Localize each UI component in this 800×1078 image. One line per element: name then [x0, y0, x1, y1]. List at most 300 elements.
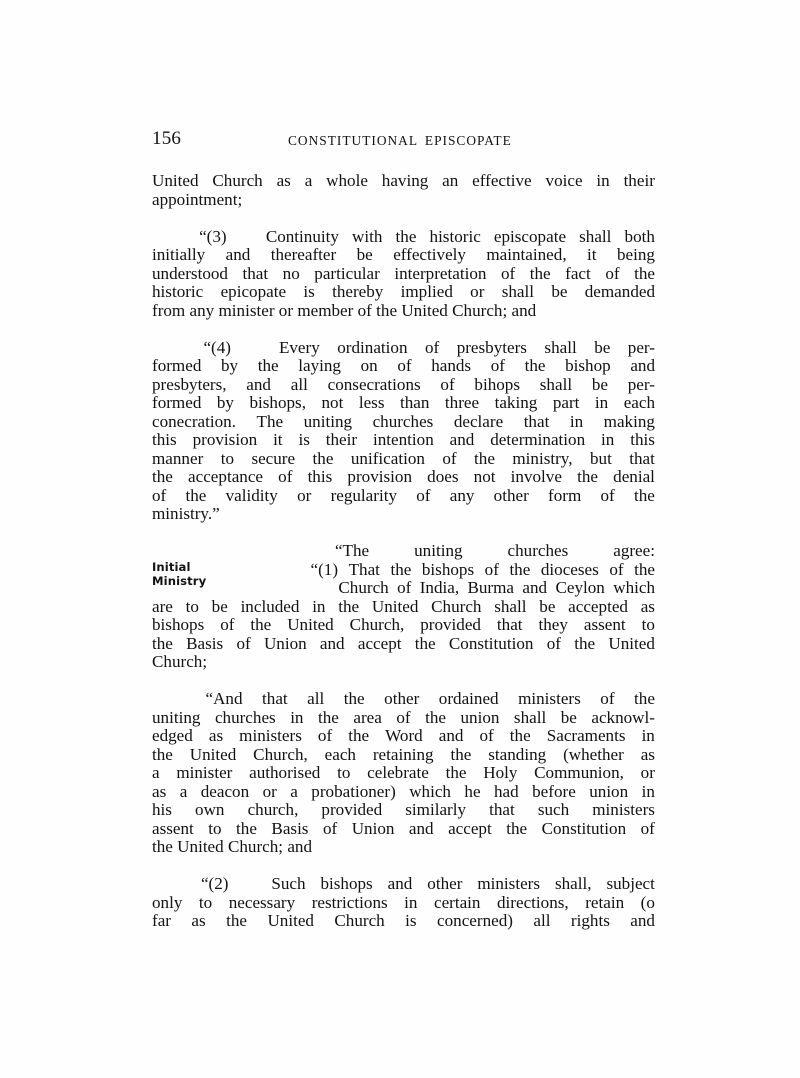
word: shall, — [554, 874, 592, 893]
text-line — [152, 450, 655, 469]
word: the — [152, 633, 173, 653]
word: formed — [152, 356, 202, 375]
word: any — [449, 485, 475, 505]
word: only — [152, 892, 183, 912]
word: and — [319, 633, 345, 653]
word: provision — [347, 467, 412, 486]
word: to — [337, 763, 351, 782]
word: in — [312, 596, 326, 616]
word: particular — [314, 263, 380, 283]
word: the — [425, 707, 446, 727]
word: Church — [338, 578, 389, 597]
word: form — [548, 485, 582, 505]
word: Word — [385, 726, 423, 745]
word: presbyters, — [152, 374, 227, 394]
word: bishops — [152, 615, 205, 634]
word: and — [630, 911, 655, 930]
word: uniting — [303, 411, 353, 431]
word: of — [416, 485, 431, 505]
word: of — [424, 337, 440, 357]
word: interpretation — [394, 263, 487, 283]
word: the — [236, 818, 257, 838]
word: other — [384, 689, 420, 708]
word: and — [449, 430, 475, 449]
word: that — [629, 448, 655, 468]
word: as — [152, 781, 167, 801]
word: other — [427, 874, 463, 893]
word: That — [348, 559, 380, 579]
word: or — [262, 781, 277, 801]
word: had — [494, 781, 519, 801]
word: and — [408, 818, 434, 838]
word: such — [537, 800, 570, 819]
word: thereafter — [270, 245, 337, 264]
word: is — [298, 430, 310, 449]
word: subject — [606, 874, 655, 893]
word: or — [640, 763, 655, 782]
marginal-note-initial-ministry — [152, 560, 272, 588]
text-line — [152, 635, 655, 654]
word: in — [641, 726, 655, 745]
word: ministers — [592, 800, 655, 819]
word: Church; — [452, 300, 508, 320]
word: the — [348, 726, 370, 745]
word: shall — [544, 337, 577, 357]
word: ministers — [239, 726, 302, 745]
word: uniting — [152, 707, 201, 727]
word: Church; — [152, 652, 208, 671]
word: intention — [372, 430, 434, 449]
word: effectively — [393, 245, 466, 264]
text-line — [152, 894, 655, 913]
word: probationer) — [311, 781, 396, 801]
word: of — [490, 356, 505, 375]
word: does — [427, 467, 459, 486]
line-indent — [152, 339, 186, 358]
word: Holy — [483, 763, 518, 782]
word: or — [278, 300, 294, 320]
word: Basis — [271, 818, 309, 838]
word: other — [493, 485, 529, 505]
word: the — [524, 356, 546, 375]
word: initially — [152, 245, 206, 264]
text-line — [152, 616, 655, 635]
word: Union — [351, 818, 395, 838]
text-line — [152, 487, 655, 506]
word: of — [396, 707, 411, 727]
word: all — [533, 911, 551, 930]
word: being — [616, 245, 655, 264]
word: Continuity — [265, 226, 339, 246]
word: the — [574, 633, 596, 653]
word: as — [640, 744, 655, 764]
word: similarly — [405, 800, 467, 819]
word: “(4) — [203, 337, 231, 357]
word: episcopate — [493, 226, 567, 246]
word: in — [596, 171, 610, 190]
line-indent — [152, 542, 290, 561]
word: shall — [501, 282, 535, 301]
page-number: 156 — [152, 128, 182, 149]
word: Ceylon — [555, 578, 605, 597]
paragraph-clause-2 — [152, 875, 655, 931]
word: retain — [585, 892, 625, 912]
word: any — [189, 300, 215, 320]
word: of — [500, 263, 516, 283]
word: bihops — [474, 374, 521, 394]
word: be — [560, 707, 577, 727]
word: the — [509, 726, 531, 745]
word: shall — [539, 374, 573, 394]
word: directions, — [497, 892, 569, 912]
text-line — [152, 302, 655, 321]
word: the — [506, 818, 528, 838]
text-line — [152, 357, 655, 376]
word: on — [360, 356, 378, 375]
word: both — [624, 226, 655, 246]
marginal-note-line-1: Initial — [152, 560, 191, 574]
word: own — [195, 800, 225, 819]
word: demanded — [584, 282, 655, 301]
word: Union — [263, 633, 307, 653]
word: shall — [494, 596, 527, 616]
word: acknowl- — [591, 707, 655, 727]
word: a — [179, 781, 188, 801]
numeral-gap — [240, 228, 253, 247]
word: to — [208, 818, 222, 838]
word: the — [395, 226, 417, 246]
text-line — [152, 246, 655, 265]
word: the — [445, 763, 467, 782]
text-line — [152, 431, 655, 450]
word: part — [552, 393, 580, 412]
word: “(3) — [199, 226, 227, 246]
word: a — [152, 763, 160, 782]
word: understood — [152, 263, 228, 283]
word: validity — [225, 485, 278, 505]
text-line — [152, 413, 655, 432]
word: and — [246, 374, 271, 394]
word: Church, — [253, 744, 308, 764]
paragraph-clause-3 — [152, 228, 655, 321]
word: be — [591, 374, 608, 394]
word: or — [297, 485, 312, 505]
word: the — [633, 485, 655, 505]
word: three — [444, 393, 480, 412]
word: hands — [431, 356, 472, 375]
word: the — [152, 744, 173, 764]
word: to — [641, 615, 655, 634]
word: ministers — [518, 689, 581, 708]
word: as — [191, 911, 206, 930]
text-line — [152, 801, 655, 820]
word: the — [257, 356, 279, 375]
word: this — [152, 430, 177, 449]
word: to — [198, 892, 213, 912]
paragraph-spacer — [152, 524, 655, 543]
word: not — [473, 467, 496, 486]
word: the — [185, 485, 207, 505]
text-line — [152, 542, 655, 561]
word: bishops, — [249, 393, 306, 412]
word: be — [539, 596, 556, 616]
word: area — [353, 707, 382, 727]
word: the — [152, 837, 173, 856]
line-indent — [152, 228, 186, 247]
word: Church; — [227, 837, 284, 856]
word: acceptance — [188, 467, 263, 486]
word: the — [414, 633, 436, 653]
word: is — [405, 911, 417, 930]
word: dioceses — [540, 559, 599, 579]
word: and — [387, 874, 413, 893]
word: agree: — [613, 541, 655, 560]
word: the — [634, 263, 655, 283]
text-line — [152, 690, 655, 709]
word: Church, — [349, 615, 405, 634]
word: they — [538, 615, 568, 634]
word: of — [278, 467, 293, 486]
word: (o — [640, 892, 655, 912]
word: than — [399, 393, 430, 412]
word: minister — [218, 300, 275, 320]
word: included — [240, 596, 300, 616]
word: churches — [372, 411, 434, 431]
word: epicopate — [220, 282, 287, 301]
word: of — [605, 263, 620, 283]
word: of — [236, 633, 251, 653]
word: be — [551, 282, 568, 301]
word: voice — [545, 171, 583, 190]
word: in — [404, 892, 418, 912]
word: laying — [298, 356, 341, 375]
word: certain — [433, 892, 481, 912]
word: United — [177, 837, 224, 856]
word: per- — [627, 374, 655, 394]
word: accepted — [568, 596, 628, 616]
word: that — [523, 411, 550, 431]
word: celebrate — [367, 763, 429, 782]
word: Every — [278, 337, 320, 357]
word: retaining — [372, 744, 434, 764]
word: and — [511, 300, 537, 320]
paragraph-other-ministers — [152, 690, 655, 857]
word: concerned) — [437, 911, 513, 930]
word: church, — [247, 800, 299, 819]
word: Church — [431, 596, 482, 616]
text-line — [152, 376, 655, 395]
word: churches — [214, 707, 276, 727]
paragraph-clause-4 — [152, 339, 655, 524]
word: less — [358, 393, 385, 412]
word: involve — [510, 467, 562, 486]
marginal-note-line-2: Ministry — [152, 574, 207, 588]
paragraph-spacer — [152, 209, 655, 228]
word: the — [338, 596, 360, 616]
word: maintained, — [486, 245, 567, 264]
word: Sacraments — [546, 726, 626, 745]
word: are — [152, 596, 173, 616]
text-line — [152, 783, 655, 802]
word: (whether — [563, 744, 624, 764]
word: the — [376, 300, 398, 320]
word: India, — [419, 578, 460, 597]
numeral-gap — [243, 875, 256, 894]
word: United — [608, 633, 655, 653]
text-line — [152, 709, 655, 728]
word: manner — [152, 448, 204, 468]
word: by — [221, 356, 239, 375]
word: Church — [212, 171, 263, 190]
word: be — [211, 596, 228, 616]
text-line — [152, 838, 655, 857]
word: that — [242, 263, 269, 283]
word: assent — [583, 615, 626, 634]
word: of — [442, 448, 457, 468]
word: far — [152, 911, 171, 930]
word: the — [312, 448, 334, 468]
paragraph-spacer — [152, 320, 655, 339]
text-line — [152, 653, 655, 672]
word: a — [304, 171, 313, 190]
word: to — [220, 448, 234, 468]
word: this — [630, 430, 655, 449]
word: bishops — [421, 559, 475, 579]
paragraph-spacer — [152, 857, 655, 876]
word: unification — [350, 448, 425, 468]
word: as — [208, 726, 224, 745]
word: bishops — [320, 874, 373, 893]
word: that — [262, 689, 288, 708]
word: consecrations — [327, 374, 421, 394]
word: union — [460, 707, 500, 727]
word: the — [509, 559, 531, 579]
word: presbyters — [456, 337, 527, 357]
word: ordained — [438, 689, 499, 708]
word: or — [470, 282, 485, 301]
word: uniting — [414, 541, 463, 560]
word: “And — [205, 689, 243, 708]
word: of — [640, 818, 655, 838]
word: all — [307, 689, 325, 708]
word: the — [577, 467, 598, 486]
word: this — [307, 467, 333, 486]
word: of — [220, 615, 235, 634]
word: United — [267, 911, 314, 930]
word: of — [600, 485, 615, 505]
text-line — [152, 283, 655, 302]
word: determination — [490, 430, 586, 449]
word: provision — [192, 430, 258, 449]
paragraph-appointment — [152, 172, 655, 209]
word: be — [594, 337, 611, 357]
word: that — [489, 800, 515, 819]
word: the — [226, 911, 247, 930]
word: of — [322, 818, 338, 838]
word: whole — [326, 171, 368, 190]
word: the — [390, 559, 412, 579]
word: deacon — [200, 781, 250, 801]
word: that — [496, 615, 523, 634]
word: of — [546, 633, 561, 653]
text-line — [152, 265, 655, 284]
body-text — [152, 172, 655, 931]
numeral-gap — [248, 339, 261, 358]
text-line — [152, 820, 655, 839]
word: “(2) — [200, 874, 229, 893]
word: conecration. — [152, 411, 236, 431]
word: of — [479, 726, 494, 745]
word: which — [613, 578, 655, 597]
word: United — [401, 300, 448, 320]
word: provided — [321, 800, 383, 819]
word: and — [225, 245, 251, 264]
word: the — [152, 467, 173, 486]
word: denial — [613, 467, 655, 486]
word: making — [603, 411, 655, 431]
word: formed — [152, 393, 202, 412]
word: of — [357, 300, 372, 320]
word: churches — [507, 541, 569, 560]
text-line — [152, 727, 655, 746]
word: bishop — [565, 356, 611, 375]
word: The — [256, 411, 284, 431]
word: as — [640, 596, 655, 616]
word: appointment; — [152, 189, 243, 209]
running-head: CONSTITUTIONAL EPISCOPATE — [288, 133, 512, 148]
word: to — [185, 596, 199, 616]
word: thereby — [332, 282, 384, 301]
word: union — [589, 781, 629, 801]
word: in — [594, 393, 609, 412]
word: of — [440, 374, 455, 394]
text-line — [152, 912, 655, 931]
word: the — [634, 559, 655, 579]
text-line — [152, 875, 655, 894]
word: regularity — [330, 485, 398, 505]
word: be — [356, 245, 373, 264]
word: implied — [400, 282, 453, 301]
word: their — [623, 171, 655, 190]
word: Burma — [467, 578, 515, 597]
word: not — [321, 393, 344, 412]
word: each — [324, 744, 356, 764]
word: accept — [448, 818, 492, 838]
word: minister — [176, 763, 233, 782]
line-indent — [152, 690, 186, 709]
word: restrictions — [311, 892, 388, 912]
word: taking — [494, 393, 538, 412]
word: of — [152, 485, 167, 505]
word: the — [450, 744, 472, 764]
word: standing — [488, 744, 547, 764]
word: all — [290, 374, 308, 394]
word: of — [397, 578, 412, 597]
word: is — [303, 282, 315, 301]
word: rights — [570, 911, 610, 930]
word: authorised — [249, 763, 321, 782]
word: ministers — [477, 874, 541, 893]
word: in — [641, 781, 655, 801]
text-line — [152, 394, 655, 413]
word: United — [189, 744, 237, 764]
word: United — [371, 596, 419, 616]
word: no — [282, 263, 300, 283]
word: Such — [271, 874, 306, 893]
word: of — [484, 559, 499, 579]
word: each — [623, 393, 655, 412]
word: member — [297, 300, 354, 320]
